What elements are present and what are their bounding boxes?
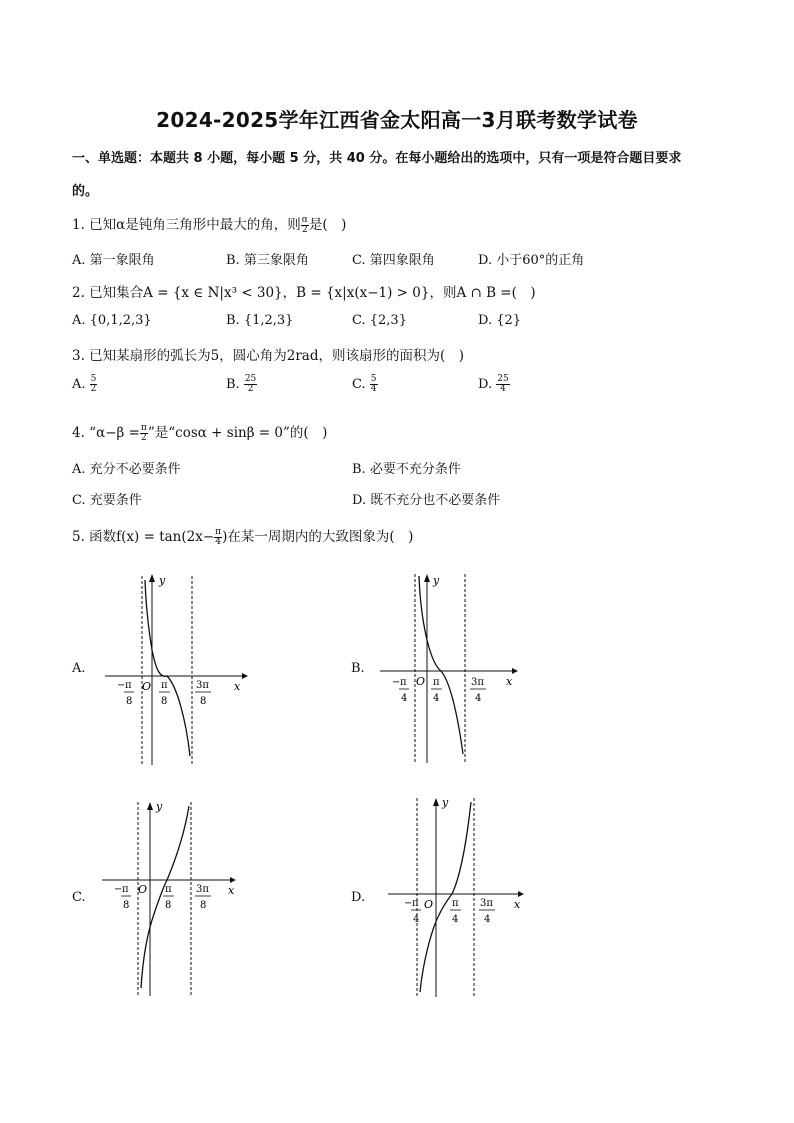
neg-sign: − (114, 884, 123, 895)
q3-option-c (352, 375, 378, 394)
q4-option-a: A. 充分不必要条件 (72, 462, 181, 477)
q4-option-d: D. 既不充分也不必要条件 (352, 493, 501, 508)
y-axis-arrow (149, 574, 155, 582)
graph-c-label: C. (72, 890, 86, 905)
x-axis-arrow (242, 673, 248, 679)
graph-b-label: B. (351, 661, 365, 676)
question-4-suffix: ”是“cosα + sinβ = 0”的( ) (147, 425, 328, 441)
section-instructions-line2: 的。 (72, 184, 99, 199)
graph-d (386, 792, 536, 1002)
q1-option-a: A. 第一象限角 (72, 253, 155, 268)
tick-1-num: π (400, 677, 407, 688)
tick-3-num: 3π (196, 680, 209, 691)
q2-option-d: D. {2} (478, 313, 522, 328)
tick-1-num: π (412, 898, 419, 909)
exam-title: 2024-2025学年江西省金太阳高一3月联考数学试卷 (156, 108, 638, 132)
origin-label: O (138, 883, 148, 896)
neg-sign: − (392, 677, 401, 688)
tick-2-den: 4 (433, 693, 440, 704)
graph-a-label: A. (72, 661, 86, 676)
q3-option-b (226, 375, 257, 394)
tick-1-den: 8 (126, 696, 133, 707)
x-label: x (228, 884, 235, 897)
tick-3-num: 3π (471, 677, 484, 688)
frac-den: 2 (301, 225, 308, 235)
q2-option-b: B. {1,2,3} (226, 313, 294, 328)
tan-curve (419, 576, 463, 754)
section-instructions-line1: 一、单选题：本题共 8 小题，每小题 5 分，共 40 分。在每小题给出的选项中，只有一项是符合题目要求 (72, 151, 682, 166)
tick-3-den: 8 (200, 696, 207, 707)
tick-2-num: π (161, 680, 168, 691)
y-label: y (159, 574, 166, 587)
question-1-prefix: 1. 已知α是钝角三角形中最大的角，则 (72, 217, 301, 233)
origin-label: O (416, 675, 426, 688)
fraction-alpha-over-2 (301, 216, 309, 235)
tick-2-num: π (452, 898, 459, 909)
q1-option-c: C. 第四象限角 (352, 253, 435, 268)
q3-option-d-label: D. (478, 377, 493, 392)
origin-label: O (142, 680, 152, 693)
tick-3-num: 3π (196, 884, 209, 895)
tick-3-den: 4 (475, 693, 482, 704)
tick-2-num: π (165, 884, 172, 895)
q3-option-c-label: C. (352, 377, 366, 392)
question-3: 3. 已知某扇形的弧长为5，圆心角为2rad，则该扇形的面积为( ) (72, 348, 465, 364)
frac-den: 2 (141, 433, 147, 443)
q2-option-a: A. {0,1,2,3} (72, 313, 152, 328)
frac-den: 2 (247, 384, 254, 394)
tick-3-den: 4 (484, 914, 491, 925)
tick-2-num: π (433, 677, 440, 688)
q4-option-b: B. 必要不充分条件 (352, 462, 461, 477)
tan-curve (141, 806, 189, 988)
frac-den: 4 (215, 537, 221, 547)
tick-3-num: 3π (480, 898, 493, 909)
neg-sign: − (117, 680, 126, 691)
q3-option-d (478, 375, 510, 394)
tick-3-den: 8 (200, 900, 207, 911)
tick-2-den: 8 (165, 900, 172, 911)
question-5-suffix: )在某一周期内的大致图象为( ) (222, 529, 414, 545)
graph-a (100, 570, 250, 770)
tan-curve (420, 802, 471, 992)
question-5-prefix: 5. 函数f(x) = tan(2x− (72, 529, 215, 545)
tick-2-den: 4 (452, 914, 459, 925)
y-axis-arrow (433, 798, 439, 806)
y-axis-arrow (147, 802, 153, 810)
frac-num: 5 (370, 374, 377, 384)
question-2: 2. 已知集合A = {x ∈ N|x³ < 30}，B = {x|x(x−1) > 0}，则A ∩ B =( ) (72, 285, 536, 301)
graph-c (98, 796, 248, 1001)
q3-option-a (72, 375, 97, 394)
graph-b (378, 568, 528, 768)
x-label: x (234, 680, 241, 693)
tick-2-den: 8 (161, 696, 168, 707)
y-axis-arrow (424, 574, 430, 582)
question-4 (72, 421, 327, 443)
q1-option-b: B. 第三象限角 (226, 253, 309, 268)
question-4-prefix: 4. “α−β = (72, 425, 140, 441)
graph-d-label: D. (351, 890, 366, 905)
x-axis-arrow (512, 668, 518, 674)
frac-num: 5 (90, 374, 97, 384)
x-label: x (506, 675, 513, 688)
q3-option-b-label: B. (226, 377, 240, 392)
x-axis-arrow (518, 891, 524, 897)
q4-option-c: C. 充要条件 (72, 493, 142, 508)
frac-num: π (215, 527, 222, 537)
tick-1-den: 4 (401, 693, 408, 704)
frac-den: 4 (500, 384, 506, 394)
y-label: y (156, 800, 163, 813)
origin-label: O (424, 898, 434, 911)
q2-option-c: C. {2,3} (352, 313, 407, 328)
frac-num: α (301, 215, 308, 225)
x-label: x (514, 898, 521, 911)
frac-num: 25 (244, 374, 257, 384)
frac-num: 25 (497, 374, 509, 384)
frac-num: π (140, 423, 147, 433)
tick-1-num: π (125, 680, 132, 691)
q1-option-d: D. 小于60°的正角 (478, 253, 585, 268)
x-axis-arrow (230, 877, 236, 883)
frac-den: 2 (90, 384, 97, 394)
tick-1-den: 8 (123, 900, 130, 911)
question-5 (72, 525, 413, 547)
tick-1-den: 4 (413, 914, 420, 925)
frac-den: 4 (370, 384, 377, 394)
question-1-suffix: 是( ) (308, 217, 347, 233)
neg-sign: − (404, 898, 413, 909)
q3-option-a-label: A. (72, 377, 86, 392)
y-label: y (442, 796, 449, 809)
question-1 (72, 213, 346, 235)
y-label: y (433, 574, 440, 587)
tick-1-num: π (122, 884, 129, 895)
